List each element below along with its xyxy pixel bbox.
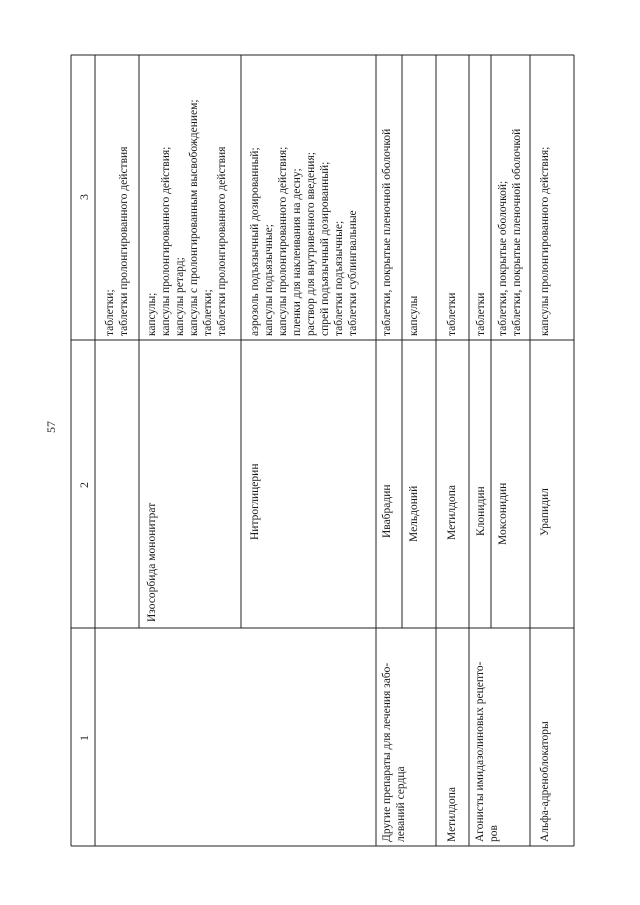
dosage-forms (145, 99, 229, 336)
dosage-form-line: пленки для наклеивания на десну; (291, 168, 303, 336)
drug-name: Нитроглицерин (249, 463, 261, 540)
dosage-form-line: аэрозоль подъязычный дозированный; (249, 147, 261, 336)
dosage-form-line: капсулы; (146, 292, 158, 336)
dosage-form-line: раствор для внутривенного введения; (305, 152, 317, 336)
dosage-forms (445, 293, 459, 336)
group-name (538, 721, 552, 842)
drug-name: Моксонидин (497, 482, 509, 545)
group-name-line: ров (488, 825, 500, 842)
dosage-form-line: таблетки пролонгированного действия (118, 146, 130, 336)
group-name (473, 662, 501, 842)
dosage-forms (407, 296, 421, 336)
dosage-form-line: капсулы пролонгированного действия; (539, 146, 551, 336)
table-row (103, 147, 131, 336)
dosage-form-line: таблетки (446, 292, 458, 336)
dosage-forms (496, 129, 524, 336)
drug-name: Клонидин (475, 486, 487, 536)
dosage-form-line: капсулы пролонгированного действия; (160, 146, 172, 336)
dosage-form-line: капсулы с пролонгированным высвобождением; (188, 99, 200, 336)
header-col-3: 3 (77, 194, 91, 200)
drug-name: Мельдоний (408, 485, 420, 542)
drug-name: Урапидил (539, 488, 551, 536)
dosage-form-line: спрей подъязычный дозированный; (319, 161, 331, 336)
dosage-forms (248, 147, 360, 336)
dosage-form-line: таблетки, покрытые оболочкой; (497, 180, 509, 336)
dosage-form-line: капсулы подъязычные; (263, 224, 275, 336)
dosage-form-line: таблетки; (104, 289, 116, 336)
group-name-line: Другие препараты для лечения забо- (381, 662, 393, 842)
page-number: 57 (44, 421, 58, 433)
dosage-form-line: таблетки подъязычные; (333, 220, 345, 336)
group-name (445, 787, 459, 842)
drug-name: Изосорбида мононитрат (146, 502, 158, 622)
dosage-form-line: капсулы ретард; (174, 257, 186, 336)
drug-name: Ивабрадин (381, 484, 393, 538)
header-col-2: 2 (77, 482, 91, 488)
dosage-forms (538, 147, 552, 336)
dosage-form-line: таблетки (475, 292, 487, 336)
dosage-form-line: капсулы пролонгированного действия; (277, 146, 289, 336)
dosage-form-line: таблетки, покрытые пленочной оболочкой (511, 128, 523, 336)
dosage-form-line: таблетки пролонгированного действия (216, 146, 228, 336)
dosage-form-line: таблетки; (202, 289, 214, 336)
group-name-line: Альфа-адреноблокаторы (539, 721, 551, 842)
dosage-form-line: капсулы (408, 295, 420, 336)
header-col-1: 1 (77, 735, 91, 741)
dosage-forms (380, 129, 394, 336)
drug-name: Метилдопа (446, 485, 458, 540)
dosage-form-line: таблетки, покрытые пленочной оболочкой (381, 128, 393, 336)
group-name-line: Агонисты имидазолиновых рецепто- (474, 661, 486, 842)
dosage-form-line: таблетки сублингвальные (347, 210, 359, 336)
dosage-forms (474, 293, 488, 336)
group-name (380, 663, 408, 842)
group-name-line: Метилдопа (446, 787, 458, 842)
group-name-line: леваний сердца (395, 766, 407, 842)
